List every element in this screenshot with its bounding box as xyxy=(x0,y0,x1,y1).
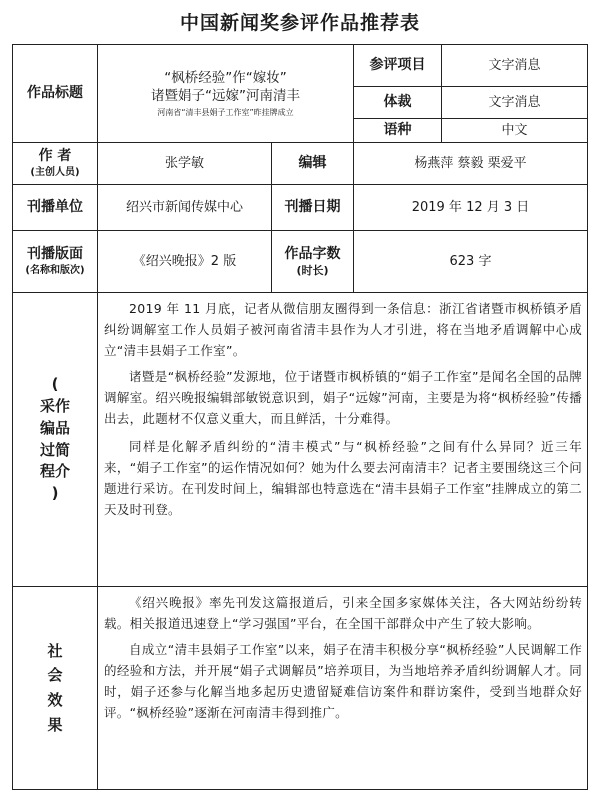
process-label-line: 采作 xyxy=(39,397,70,415)
work-title-value xyxy=(98,45,353,142)
publish-date-value: 2019 年 12 月 3 日 xyxy=(411,199,530,215)
process-label-line: 程介 xyxy=(39,462,70,481)
editor-value: 杨燕萍 蔡毅 栗爱平 xyxy=(414,155,527,171)
author-label-cell xyxy=(13,143,97,184)
process-label-line: 编品 xyxy=(39,418,70,437)
process-label-line: 过简 xyxy=(39,440,70,459)
layout-value: 《绍兴晚报》2 版 xyxy=(132,253,237,269)
word-count-label: 作品字数 xyxy=(284,245,341,262)
publisher-value: 绍兴市新闻传媒中心 xyxy=(125,199,243,215)
genre-value: 文字消息 xyxy=(488,94,541,110)
title-line-2: 诸暨娟子“远嫁”河南清丰 xyxy=(151,87,300,104)
author-label-sub: (主创人员) xyxy=(30,167,80,179)
process-paragraph: 2019 年 11 月底，记者从微信朋友圈得到一条信息：浙江省诸暨市枫桥镇矛盾纠纷调解室工作人员娟子被河南省清丰县作为人才引进，将在当地矛盾调解中心成立“清丰县娟子工作室”。 xyxy=(104,301,582,358)
layout-label-cell xyxy=(13,231,97,292)
effect-paragraph: 《绍兴晚报》率先刊发这篇报道后，引来全国多家媒体关注，各大网站纷纷转载。相关报道迅速登上“学习强国”平台，在全国干部群众中产生了较大影响。 xyxy=(104,595,582,631)
entry-category-value: 文字消息 xyxy=(488,57,541,73)
publish-date-label: 刊播日期 xyxy=(284,199,341,216)
effect-label xyxy=(13,587,97,789)
effect-label-line: 效 xyxy=(47,691,63,709)
process-paragraph: 诸暨是“枫桥经验”发源地，位于诸暨市枫桥镇的“娟子工作室”是闻名全国的品牌调解室。绍兴晚报编辑部敏锐意识到，娟子“远嫁”河南，主要是为将“枫桥经验”传播出去，此题材不仅意义重大，而且鲜活，十分难得。 xyxy=(104,369,582,426)
entry-category-label: 参评项目 xyxy=(369,57,426,74)
process-label xyxy=(13,293,97,586)
process-label-line: ) xyxy=(51,484,59,502)
publisher-label: 刊播单位 xyxy=(27,199,83,216)
process-label-line: ( xyxy=(51,375,59,394)
word-count-value: 623 字 xyxy=(449,253,492,269)
word-count-label-cell xyxy=(272,231,353,292)
document-title: 中国新闻奖参评作品推荐表 xyxy=(179,12,420,34)
effect-label-line: 社 xyxy=(47,641,63,660)
layout-label-sub: (名称和版次) xyxy=(25,265,85,277)
effect-paragraph: 自成立“清丰县娟子工作室”以来，娟子在清丰积极分享“枫桥经验”人民调解工作的经验和方法，并开展“娟子式调解员”培养项目，为当地培养矛盾纠纷调解人才。同时，娟子还参与化解当地多起历史遗留疑难信访案件和群访案件，受到当地群众好评。“枫桥经验”逐渐在河南清丰得到推广。 xyxy=(104,642,582,720)
process-paragraph: 同样是化解矛盾纠纷的“清丰模式”与“枫桥经验”之间有什么异同？近三年来，“娟子工作室”的运作情况如何？她为什么要去河南清丰？记者主要围绕这三个问题进行采访。在刊发时间上，编辑部也特意选在“清丰县娟子工作室”挂牌成立的第二天及时刊登。 xyxy=(104,439,582,517)
work-title-label: 作品标题 xyxy=(27,85,83,102)
language-label: 语种 xyxy=(383,122,412,139)
effect-label-line: 果 xyxy=(47,715,63,734)
word-count-label-sub: (时长) xyxy=(296,263,329,277)
layout-label: 刊播版面 xyxy=(27,246,83,263)
genre-label: 体裁 xyxy=(383,94,412,111)
effect-label-line: 会 xyxy=(47,666,63,685)
language-value: 中文 xyxy=(501,122,528,138)
author-label: 作 者 xyxy=(38,148,72,165)
title-subline: 河南省“清丰县娟子工作室”昨挂牌成立 xyxy=(157,107,294,117)
editor-label: 编辑 xyxy=(298,155,327,172)
title-line-1: “枫桥经验”作“嫁妆” xyxy=(164,69,287,86)
author-value: 张学敏 xyxy=(164,155,204,171)
